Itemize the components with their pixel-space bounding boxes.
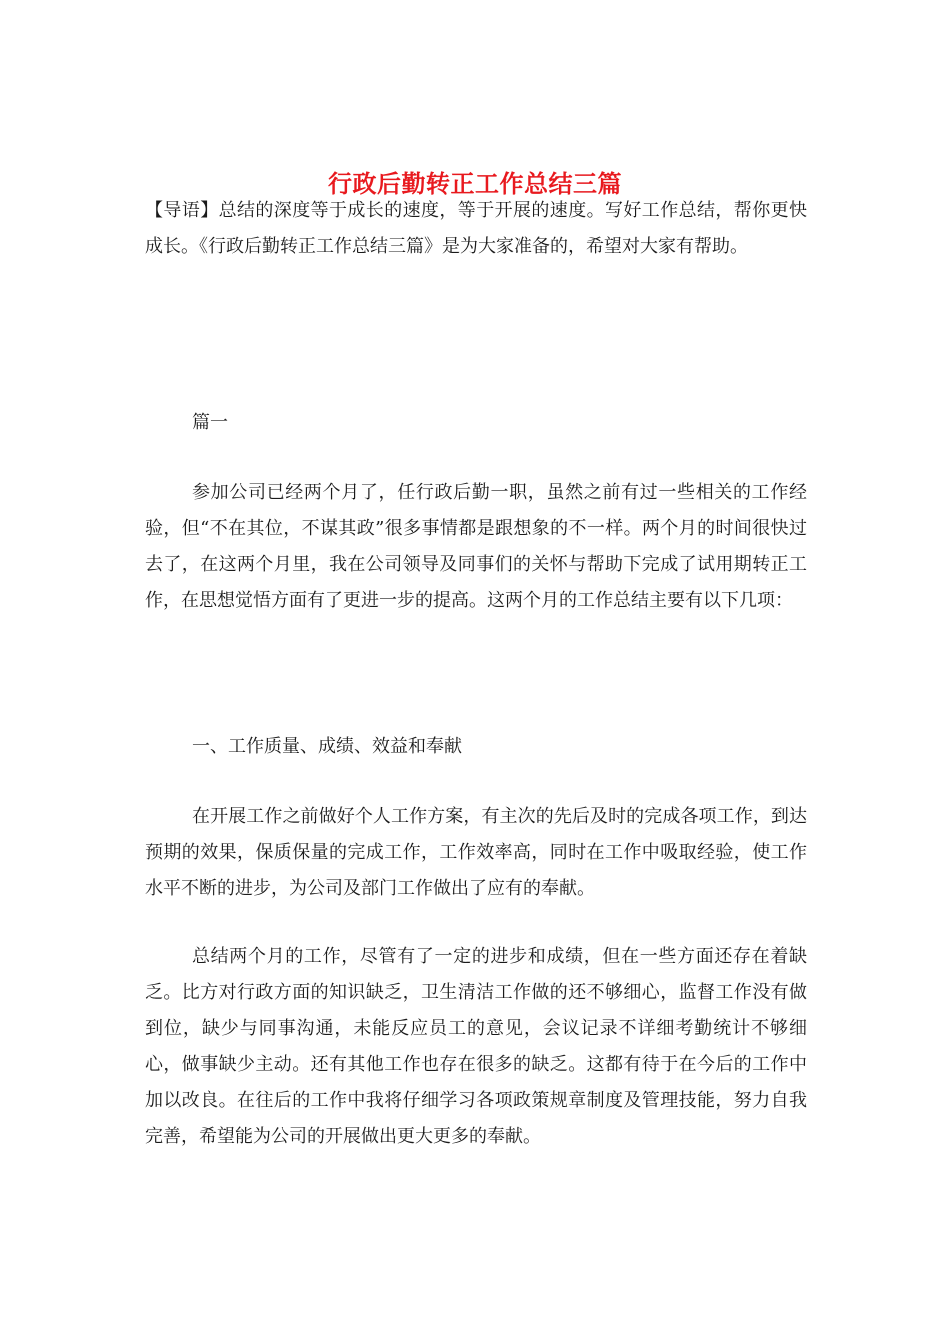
- section-heading-1: 一、工作质量、成绩、效益和奉献: [192, 736, 462, 757]
- body-paragraph-3: 总结两个月的工作，尽管有了一定的进步和成绩，但在一些方面还存在着缺乏。比方对行政方面的知识缺乏，卫生清洁工作做的还不够细心，监督工作没有做到位，缺少与同事沟通，未能反应员工的意见，会议记录不详细考勤统计不够细心，做事缺少主动。还有其他工作也存在很多的缺乏。这都有待于在今后的工作中加以改良。在往后的工作中我将仔细学习各项政策规章制度及管理技能，努力自我完善，希望能为公司的开展做出更大更多的奉献。: [145, 946, 807, 1147]
- body-paragraph-1: 参加公司已经两个月了，任行政后勤一职，虽然之前有过一些相关的工作经验，但“不在其位，不谋其政”很多事情都是跟想象的不一样。两个月的时间很快过去了，在这两个月里，我在公司领导及同事们的关怀与帮助下完成了试用期转正工作，在思想觉悟方面有了更进一步的提高。这两个月的工作总结主要有以下几项：: [145, 482, 807, 611]
- document-title: 行政后勤转正工作总结三篇: [328, 169, 622, 199]
- intro-paragraph: 【导语】总结的深度等于成长的速度，等于开展的速度。写好工作总结，帮你更快成长。《行政后勤转正工作总结三篇》是为大家准备的，希望对大家有帮助。: [145, 200, 807, 257]
- body-paragraph-2: 在开展工作之前做好个人工作方案，有主次的先后及时的完成各项工作，到达预期的效果，保质保量的完成工作，工作效率高，同时在工作中吸取经验，使工作水平不断的进步，为公司及部门工作做出了应有的奉献。: [145, 806, 807, 899]
- section-label: 篇一: [192, 412, 228, 433]
